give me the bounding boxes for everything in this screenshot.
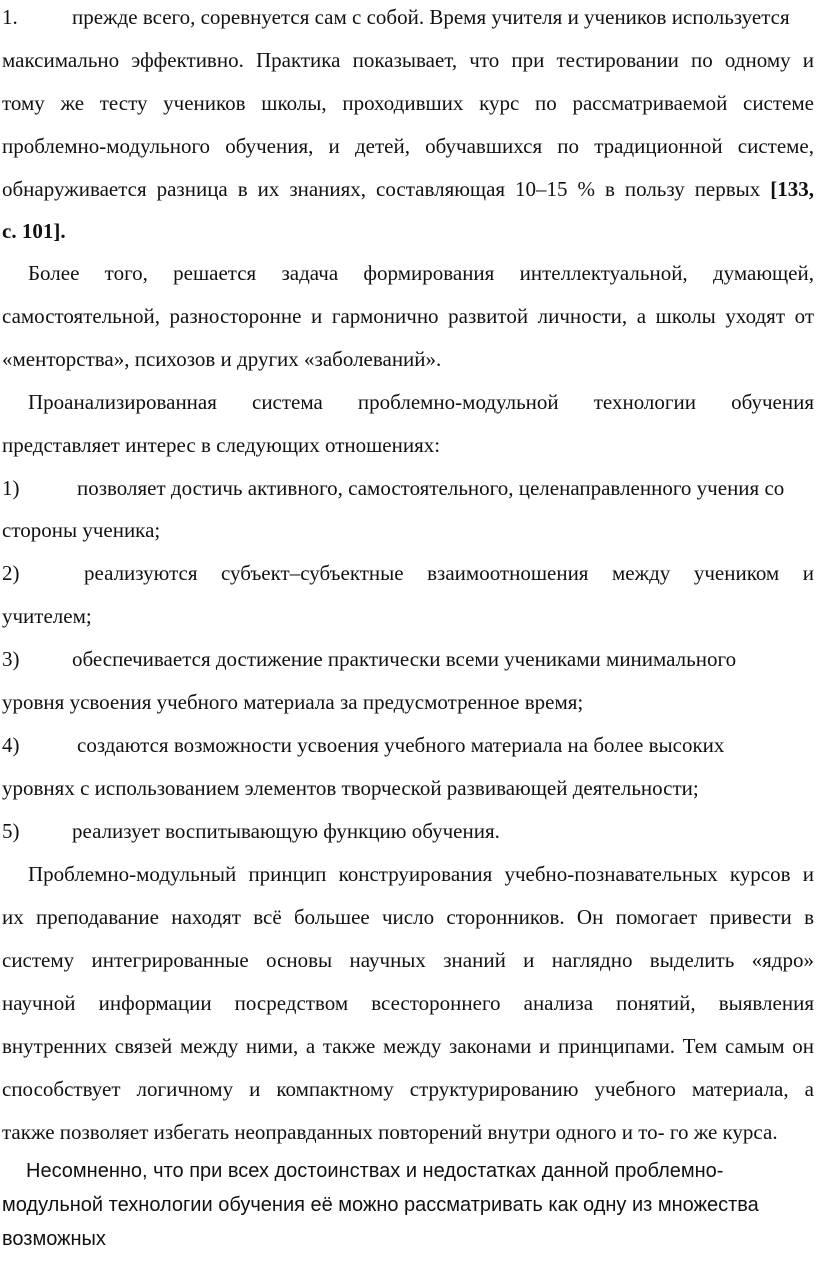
item-1-number: 1. [2,5,18,29]
list-item-5-line-1 [2,818,814,844]
list-item-2-line-1 [2,560,814,586]
para-4-line-3: систему интегрированные основы научных знаний и наглядно выделить «ядро» [2,948,814,972]
para-3-line-1: Проанализированная система проблемно-модульной технологии обучения [28,390,814,414]
para-5-line-2: модульной технологии обучения её можно рассматривать как одну из множества [2,1194,759,1216]
list-item-4-number: 4) [2,733,20,757]
list-item-2-number: 2) [2,561,20,585]
item-1-line-5 [2,176,814,202]
para-5-line-1: Несомненно, что при всех достоинствах и недостатках данной проблемно- [26,1160,724,1182]
list-item-5-number: 5) [2,819,20,843]
para-4-line-7: также позволяет избегать неоправданных повторений внутри одного и то- го же курса. [2,1120,778,1144]
item-1-line-1 [2,4,814,30]
item-1-line-5-text: обнаруживается разница в их знаниях, составляющая 10–15 % в пользу первых [2,177,761,201]
para-2-line-1: Более того, решается задача формирования интеллектуальной, думающей, [28,261,814,285]
para-2-line-3: «менторства», психозов и других «заболеваний». [2,347,442,371]
para-4-line-4: научной информации посредством всестороннего анализа понятий, выявления [2,991,814,1015]
list-item-3-line-2: уровня усвоения учебного материала за предусмотренное время; [2,690,584,714]
list-item-4-line-2: уровнях с использованием элементов творческой развивающей деятельности; [2,776,699,800]
item-1-line-2: максимально эффективно. Практика показывает, что при тестировании по одному и [2,48,814,72]
para-2-line-2: самостоятельной, разносторонне и гармонично развитой личности, а школы уходят от [2,304,814,328]
item-1-line-4: проблемно-модульного обучения, и детей, обучавшихся по традиционной системе, [2,134,814,158]
item-1-line-3: тому же тесту учеников школы, проходивших курс по рассматриваемой системе [2,91,814,115]
citation-start: [133, [770,177,815,201]
list-item-1-line-2: стороны ученика; [2,518,161,542]
list-item-1-number: 1) [2,476,20,500]
list-item-4-line-1 [2,732,814,758]
para-4-line-5: внутренних связей между ними, а также между законами и принципами. Тем самым он [2,1034,814,1058]
list-item-5-text: реализует воспитывающую функцию обучения. [72,819,500,843]
para-4-line-1: Проблемно-модульный принцип конструирования учебно-познавательных курсов и [28,862,814,886]
list-item-1-text: позволяет достичь активного, самостоятельного, целенаправленного учения со [77,476,785,500]
citation-end: c. 101]. [2,219,66,243]
list-item-4-text: создаются возможности усвоения учебного материала на более высоких [77,733,725,757]
item-1-text: прежде всего, соревнуется сам с собой. Время учителя и учеников используется [72,5,790,29]
list-item-2-line-2: учителем; [2,604,92,628]
para-4-line-6: способствует логичному и компактному структурированию учебного материала, а [2,1077,814,1101]
list-item-3-number: 3) [2,647,20,671]
list-item-3-text: обеспечивается достижение практически всеми учениками минимального [72,647,737,671]
list-item-2-text: реализуются субъект–субъектные взаимоотношения между учеником и [84,561,814,585]
list-item-3-line-1 [2,646,814,672]
para-4-line-2: их преподавание находят всё большее число сторонников. Он помогает привести в [2,905,814,929]
para-3-line-2: представляет интерес в следующих отношениях: [2,433,441,457]
para-5-line-3: возможных [2,1228,106,1250]
list-item-1-line-1 [2,475,814,501]
